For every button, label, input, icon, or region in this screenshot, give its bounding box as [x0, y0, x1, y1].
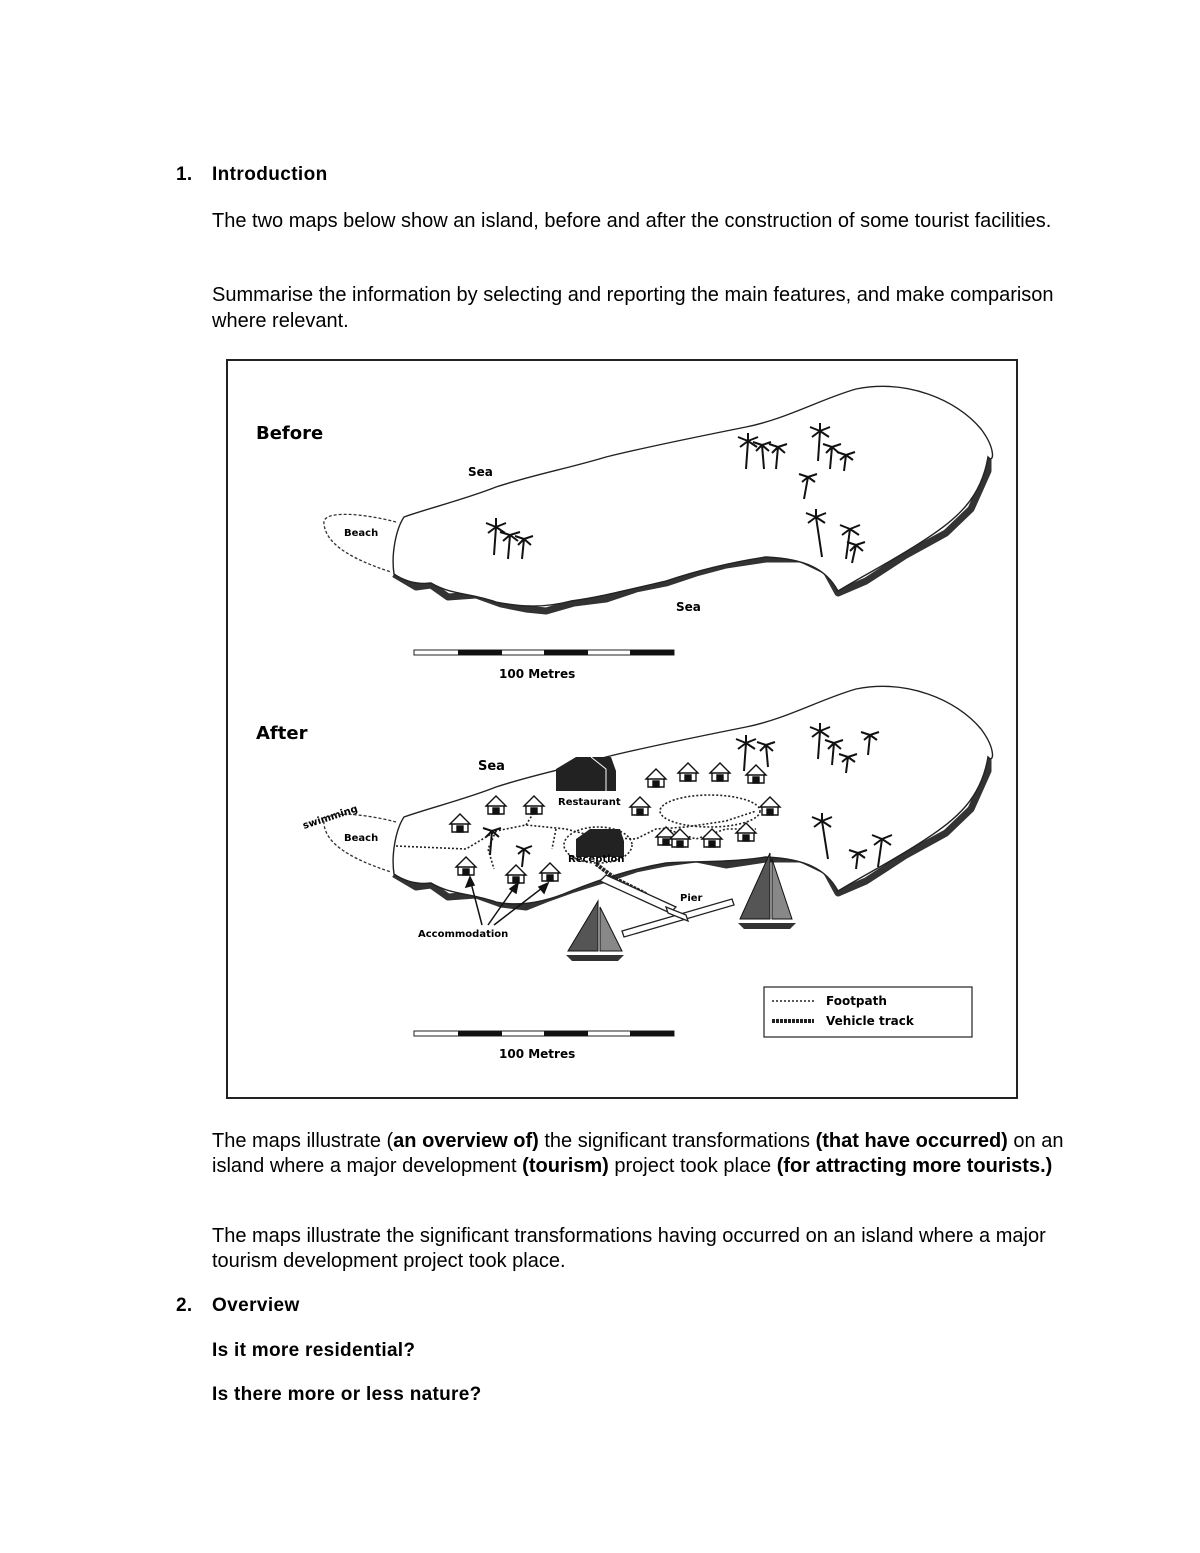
before-title: Before: [256, 423, 324, 444]
p3-bold-b: an overview of): [393, 1130, 539, 1152]
legend-footpath: Footpath: [826, 994, 887, 1008]
after-scale-label: 100 Metres: [499, 1047, 576, 1061]
legend-vehicle-track: Vehicle track: [826, 1014, 914, 1028]
p3-text-c: the significant transformations: [538, 1130, 816, 1152]
p3-bold-h: (for attracting more tourists.): [776, 1155, 1053, 1177]
section-title-introduction: Introduction: [212, 164, 328, 185]
question-residential: Is it more residential?: [212, 1340, 416, 1361]
before-beach-label: Beach: [344, 528, 379, 539]
section-number-2: 2.: [176, 1295, 193, 1316]
overview-paragraph-annotated: [212, 1129, 1072, 1179]
accommodation-label: Accommodation: [418, 929, 509, 940]
before-scale-label: 100 Metres: [499, 667, 576, 681]
section-title-overview: Overview: [212, 1295, 300, 1316]
p3-text-a: The maps illustrate (: [212, 1130, 394, 1152]
section-number: 1.: [176, 164, 193, 185]
p3-bold-f: (tourism): [522, 1155, 609, 1177]
intro-paragraph-1: The two maps below show an island, before and after the construction of some tourist facilities.: [212, 210, 1052, 232]
before-sea-south-label: Sea: [676, 600, 701, 614]
p3-text-e: on an island where a major development: [212, 1130, 1064, 1177]
after-beach-label: Beach: [344, 833, 379, 844]
after-title: After: [256, 723, 308, 744]
after-legend: [764, 987, 972, 1037]
restaurant-label: Restaurant: [558, 797, 621, 808]
pier-label: Pier: [680, 893, 703, 904]
p3-bold-d: (that have occurred): [815, 1130, 1008, 1152]
p3-text-g: project took place: [608, 1155, 777, 1177]
before-sea-north-label: Sea: [468, 465, 493, 479]
reception-label: Reception: [568, 854, 625, 865]
question-nature: Is there more or less nature?: [212, 1384, 482, 1405]
overview-paragraph-clean: The maps illustrate the significant transformations having occurred on an island where a major tourism development project took place.: [212, 1225, 1046, 1272]
island-maps-figure: [226, 359, 1018, 1099]
after-sea-label: Sea: [478, 759, 505, 774]
after-swimming-label: swimming: [301, 803, 360, 832]
intro-paragraph-2: Summarise the information by selecting and reporting the main features, and make comparison where relevant.: [212, 284, 1054, 332]
